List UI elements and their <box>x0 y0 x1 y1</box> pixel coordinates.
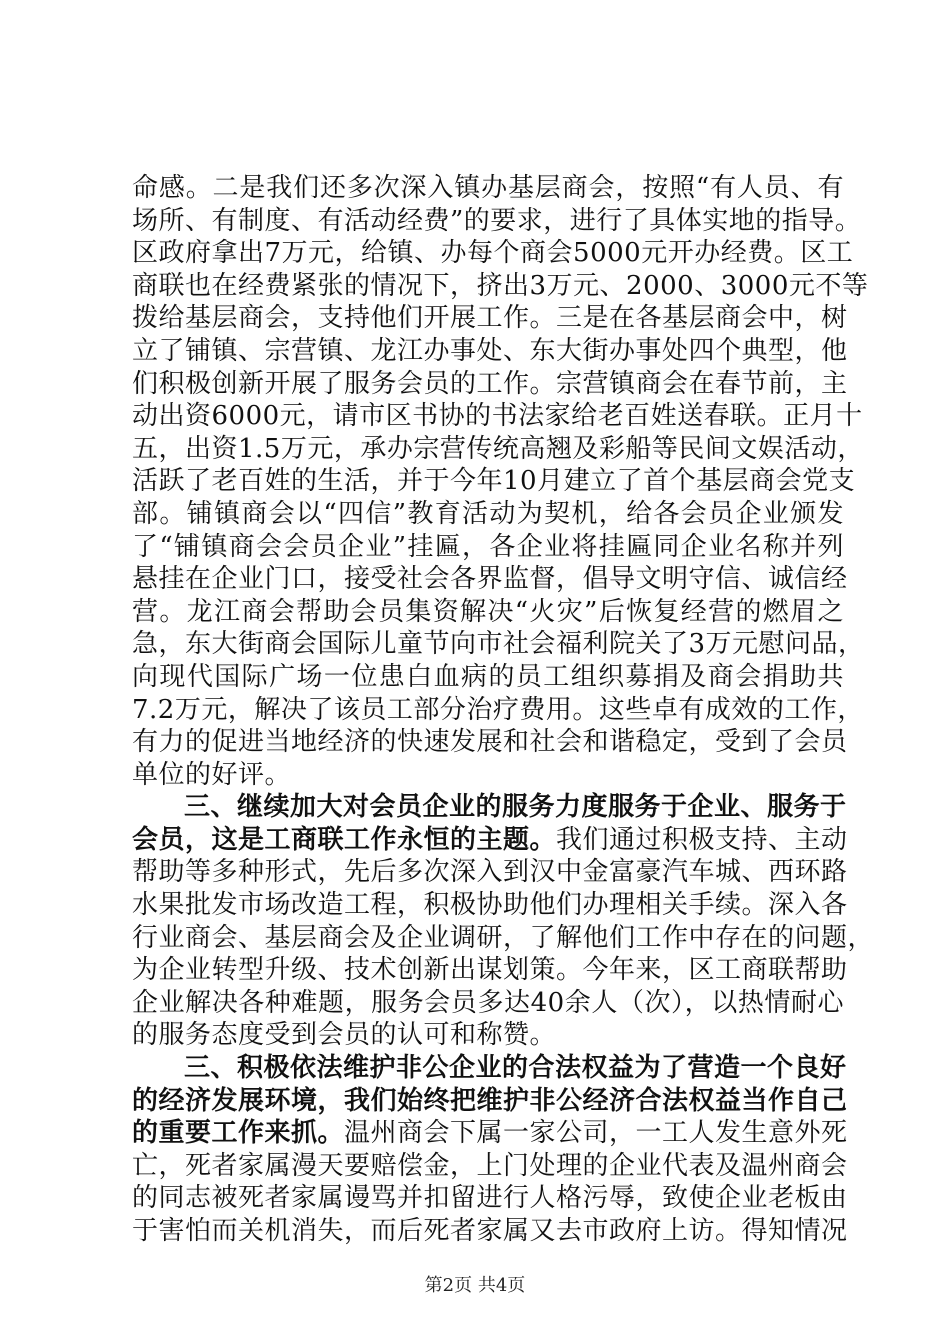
text-line: 动出资6000元，请市区书协的书法家给老百姓送春联。正月十 <box>132 401 863 432</box>
text-line: 活跃了老百姓的生活，并于今年10月建立了首个基层商会党支 <box>132 466 856 497</box>
section-heading: 三、继续加大对会员企业的服务力度服务于企业、服务于 <box>184 792 847 823</box>
text-line: 们积极创新开展了服务会员的工作。宗营镇商会在春节前，主 <box>132 368 848 399</box>
text-line <box>132 824 848 857</box>
section-heading-cont: 的经济发展环境，我们始终把维护非公经济合法权益当作自己 <box>132 1085 848 1116</box>
paragraph-service-strength <box>132 791 875 1052</box>
section-heading: 三、积极依法维护非公企业的合法权益为了营造一个良好 <box>184 1053 847 1084</box>
text-line: 企业解决各种难题，服务会员多达40余人（次），以热情耐心 <box>132 987 844 1018</box>
text-line: 立了铺镇、宗营镇、龙江办事处、东大街办事处四个典型，他 <box>132 335 848 366</box>
section-heading-cont: 的重要工作来抓。 <box>132 1118 345 1149</box>
text-line: 于害怕而关机消失，而后死者家属又去市政府上访。得知情况 <box>132 1216 848 1246</box>
document-body <box>132 172 875 1248</box>
text-line: 的同志被死者家属谩骂并扣留进行人格污辱，致使企业老板由 <box>132 1183 848 1214</box>
page-number-footer: 第2页 共4页 <box>424 1275 526 1296</box>
paragraph-member-service-cases <box>132 172 869 791</box>
text-line: 的服务态度受到会员的认可和称赞。 <box>132 1020 557 1051</box>
paragraph-legal-rights <box>132 1052 848 1248</box>
text-line: 行业商会、基层商会及企业调研，了解他们工作中存在的问题， <box>132 922 875 953</box>
text-line: 五，出资1.5万元，承办宗营传统高翘及彩船等民间文娱活动， <box>132 433 864 464</box>
text-line: 区政府拿出7万元，给镇、办每个商会5000元开办经费。区工 <box>132 238 854 269</box>
text-line: 亡，死者家属漫天要赔偿金，上门处理的企业代表及温州商会 <box>132 1150 848 1181</box>
text-line: 单位的好评。 <box>132 759 292 790</box>
text-line: 7.2万元，解决了该员工部分治疗费用。这些卓有成效的工作， <box>132 694 864 725</box>
text-line: 为企业转型升级、技术创新出谋划策。今年来，区工商联帮助 <box>132 955 848 986</box>
text-line: 拨给基层商会，支持他们开展工作。三是在各基层商会中，树 <box>132 303 848 334</box>
text-line: 商联也在经费紧张的情况下，挤出3万元、2000、3000元不等 <box>132 270 869 301</box>
text-line: 部。铺镇商会以“四信”教育活动为契机，给各会员企业颁发 <box>132 498 844 529</box>
text-run: 温州商会下属一家公司，一工人发生意外死 <box>344 1118 848 1149</box>
text-line: 命感。二是我们还多次深入镇办基层商会，按照“有人员、有 <box>132 173 844 203</box>
text-run: 我们通过积极支持、主动 <box>556 824 848 855</box>
text-line: 场所、有制度、有活动经费”的要求，进行了具体实地的指导。 <box>132 205 862 236</box>
text-line: 悬挂在企业门口，接受社会各界监督，倡导文明守信、诚信经 <box>132 564 848 595</box>
text-line: 了“铺镇商会会员企业”挂匾，各企业将挂匾同企业名称并列 <box>132 531 844 562</box>
text-line: 有力的促进当地经济的快速发展和社会和谐稳定，受到了会员 <box>132 727 848 758</box>
section-heading-cont: 会员，这是工商联工作永恒的主题。 <box>132 824 557 855</box>
text-line <box>132 1117 848 1150</box>
text-line: 向现代国际广场一位患白血病的员工组织募捐及商会捐助共 <box>132 661 844 692</box>
text-line: 帮助等多种形式，先后多次深入到汉中金富豪汽车城、西环路 <box>132 857 848 888</box>
text-line: 急，东大街商会国际儿童节向市社会福利院关了3万元慰问品， <box>132 629 865 660</box>
text-line: 水果批发市场改造工程，积极协助他们办理相关手续。深入各 <box>132 890 848 921</box>
text-line: 营。龙江商会帮助会员集资解决“火灾”后恢复经营的燃眉之 <box>132 596 844 627</box>
